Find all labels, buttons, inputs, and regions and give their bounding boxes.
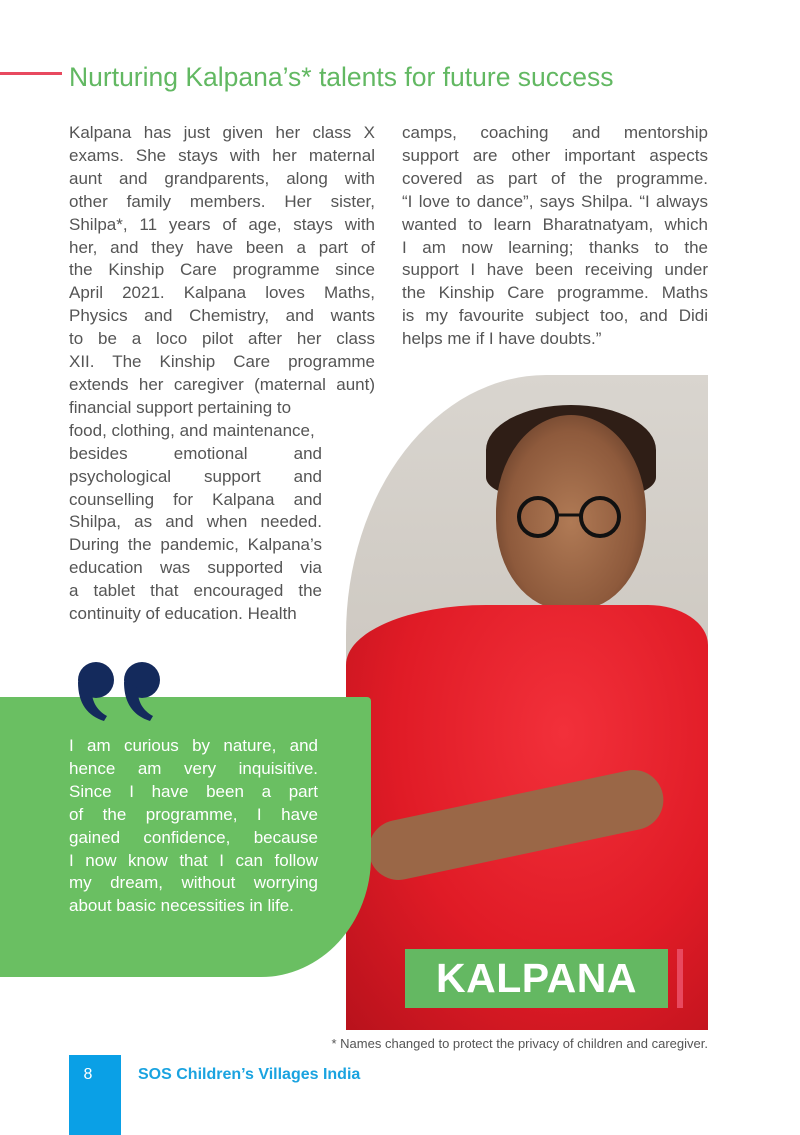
text-line: covered as part of the programme. xyxy=(402,168,708,188)
text-line: counselling for Kalpana and xyxy=(69,489,322,509)
text-line: “I love to dance”, says Shilpa. “I always xyxy=(402,191,708,211)
text-line: Physics and Chemistry, and wants xyxy=(69,306,375,326)
text-line: support are other important aspects xyxy=(402,145,708,165)
name-accent-bar xyxy=(677,949,683,1008)
text-line: education was supported via xyxy=(69,558,322,578)
text-line: my dream, without worrying xyxy=(69,873,318,893)
text-line: of the programme, I have xyxy=(69,804,318,824)
text-line: extends her caregiver (maternal aunt) xyxy=(69,374,375,394)
text-line: hence am very inquisitive. xyxy=(69,758,318,778)
text-line: financial support pertaining to xyxy=(69,397,292,417)
text-line: Kalpana has just given her class X xyxy=(69,123,375,142)
text-line: exams. She stays with her maternal xyxy=(69,145,375,165)
page-title: Nurturing Kalpana’s* talents for future success xyxy=(69,62,614,92)
text-line: wanted to learn Bharatnatyam, which xyxy=(402,214,708,234)
text-line: I am now learning; thanks to the xyxy=(402,237,708,257)
kalpana-photo xyxy=(346,375,708,1030)
text-line: other family members. Her sister, xyxy=(69,191,375,211)
glasses-icon xyxy=(508,495,636,539)
text-line: the Kinship Care programme. Maths xyxy=(402,283,708,303)
text-line: Shilpa*, 11 years of age, stays with xyxy=(69,214,375,234)
text-line: XII. The Kinship Care programme xyxy=(69,352,375,372)
text-line: food, clothing, and maintenance, xyxy=(69,420,315,440)
text-line: support I have been receiving under xyxy=(402,260,708,280)
text-line: Since I have been a part xyxy=(69,781,318,801)
name-label: KALPANA xyxy=(405,949,668,1008)
text-line: During the pandemic, Kalpana’s xyxy=(69,535,322,555)
organization-name: SOS Children’s Villages India xyxy=(138,1066,361,1083)
left-column-text xyxy=(69,122,375,626)
footnote: * Names changed to protect the privacy of children and caregiver. xyxy=(331,1036,708,1051)
text-line: a tablet that encouraged the xyxy=(69,581,322,601)
text-line: continuity of education. Health xyxy=(69,604,297,624)
text-line: to be a loco pilot after her class xyxy=(69,329,375,349)
text-line: gained confidence, because xyxy=(69,827,318,847)
text-line: helps me if I have doubts.” xyxy=(402,329,602,349)
text-line: is my favourite subject too, and Didi xyxy=(402,306,708,326)
text-line: aunt and grandparents, along with xyxy=(69,168,375,188)
text-line: her, and they have been a part of xyxy=(69,237,375,257)
title-accent-line xyxy=(0,72,62,75)
text-line: I am curious by nature, and xyxy=(69,736,318,755)
quote-text xyxy=(69,735,318,918)
text-line: psychological support and xyxy=(69,466,322,486)
text-line: April 2021. Kalpana loves Maths, xyxy=(69,283,375,303)
text-line: the Kinship Care programme since xyxy=(69,260,375,280)
right-column-text xyxy=(402,122,708,351)
text-line: I now know that I can follow xyxy=(69,850,318,870)
page-number: 8 xyxy=(83,1066,93,1083)
quote-mark-icon xyxy=(74,658,162,722)
text-line: about basic necessities in life. xyxy=(69,896,294,916)
text-line: besides emotional and xyxy=(69,443,322,463)
text-line: camps, coaching and mentorship xyxy=(402,123,708,142)
text-line: Shilpa, as and when needed. xyxy=(69,512,322,532)
